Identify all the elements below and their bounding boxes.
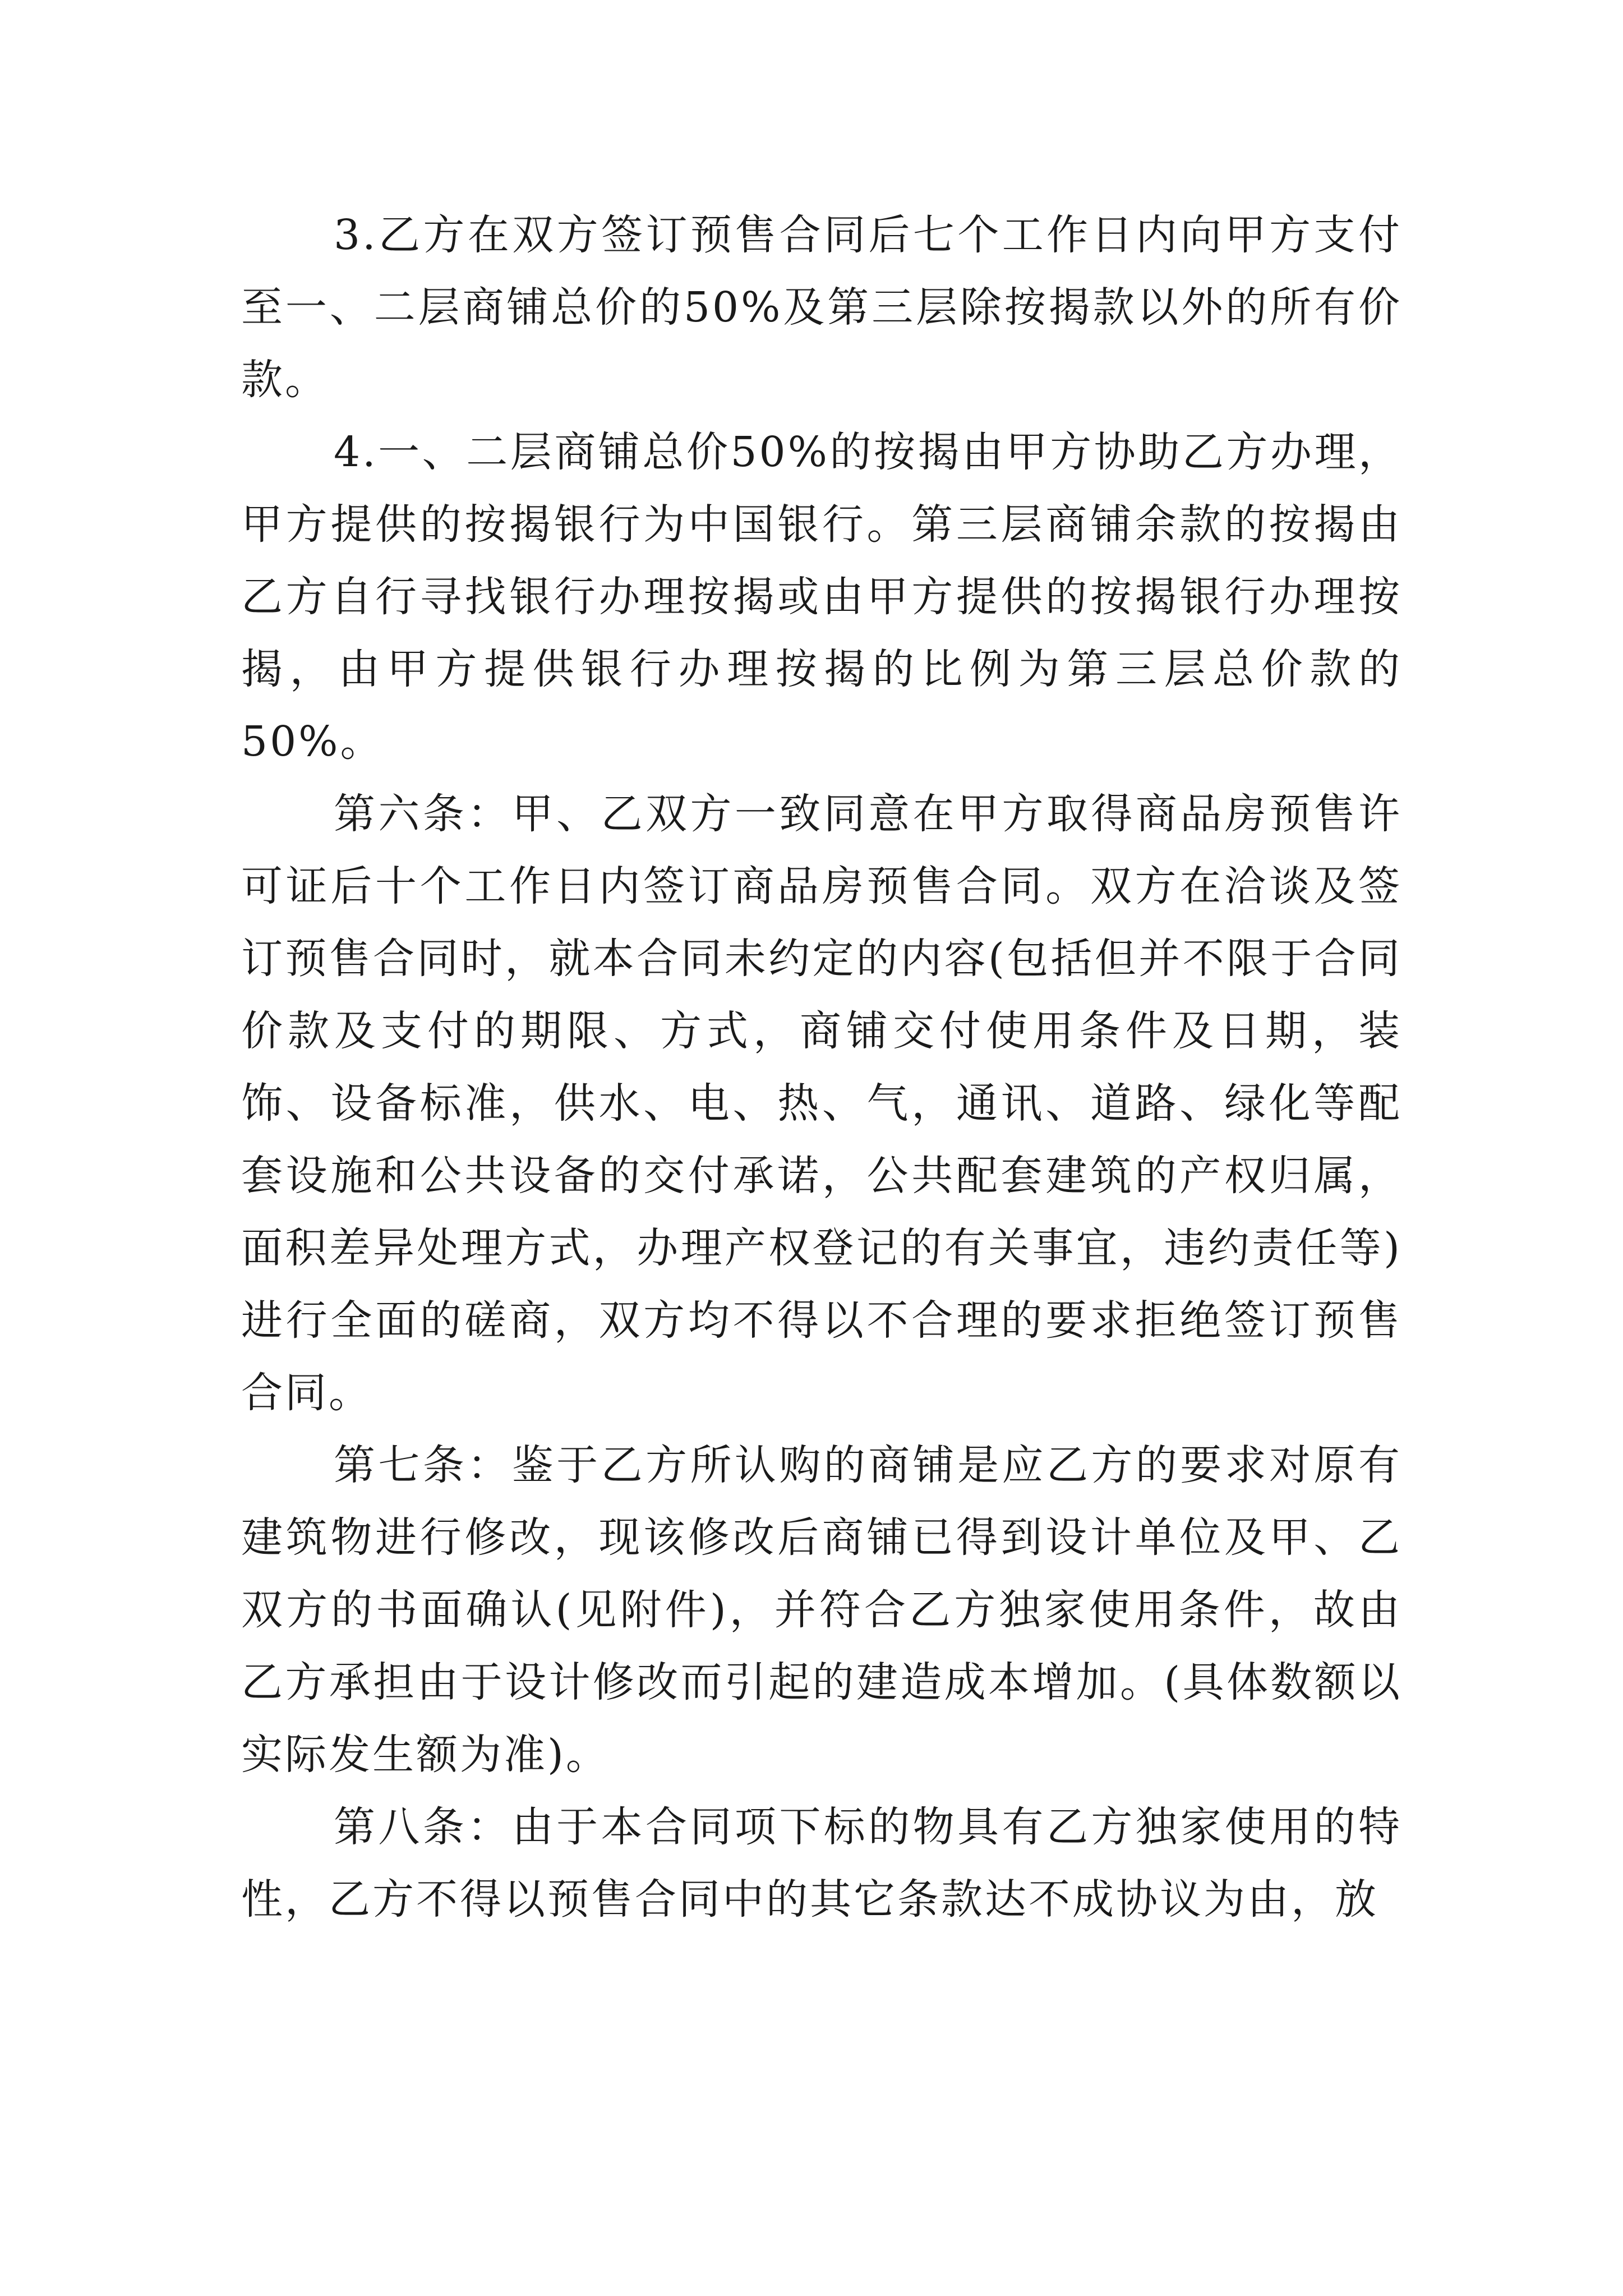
clause-5-item-3: 3.乙方在双方签订预售合同后七个工作日内向甲方支付至一、二层商铺总价的50%及第三层除按揭款以外的所有价款。 [241, 211, 1402, 404]
clause-5-item-4: 4.一、二层商铺总价50%的按揭由甲方协助乙方办理，甲方提供的按揭银行为中国银行。第三层商铺余款的按揭由乙方自行寻找银行办理按揭或由甲方提供的按揭银行办理按揭，由甲方提供银行办理按揭的比例为第三层总价款的50%。 [241, 428, 1402, 766]
clause-7: 第七条：鉴于乙方所认购的商铺是应乙方的要求对原有建筑物进行修改，现该修改后商铺已得到设计单位及甲、乙双方的书面确认(见附件)，并符合乙方独家使用条件，故由乙方承担由于设计修改而引起的建造成本增加。(具体数额以实际发生额为准)。 [241, 1441, 1402, 1779]
clause-6: 第六条：甲、乙双方一致同意在甲方取得商品房预售许可证后十个工作日内签订商品房预售合同。双方在洽谈及签订预售合同时，就本合同未约定的内容(包括但并不限于合同价款及支付的期限、方式，商铺交付使用条件及日期，装饰、设备标准，供水、电、热、气，通讯、道路、绿化等配套设施和公共设备的交付承诺，公共配套建筑的产权归属，面积差异处理方式，办理产权登记的有关事宜，违约责任等)进行全面的磋商，双方均不得以不合理的要求拒绝签订预售合同。 [241, 790, 1402, 1417]
clause-8: 第八条：由于本合同项下标的物具有乙方独家使用的特性，乙方不得以预售合同中的其它条款达不成协议为由，放 [241, 1803, 1402, 1924]
contract-body [241, 199, 1402, 1936]
